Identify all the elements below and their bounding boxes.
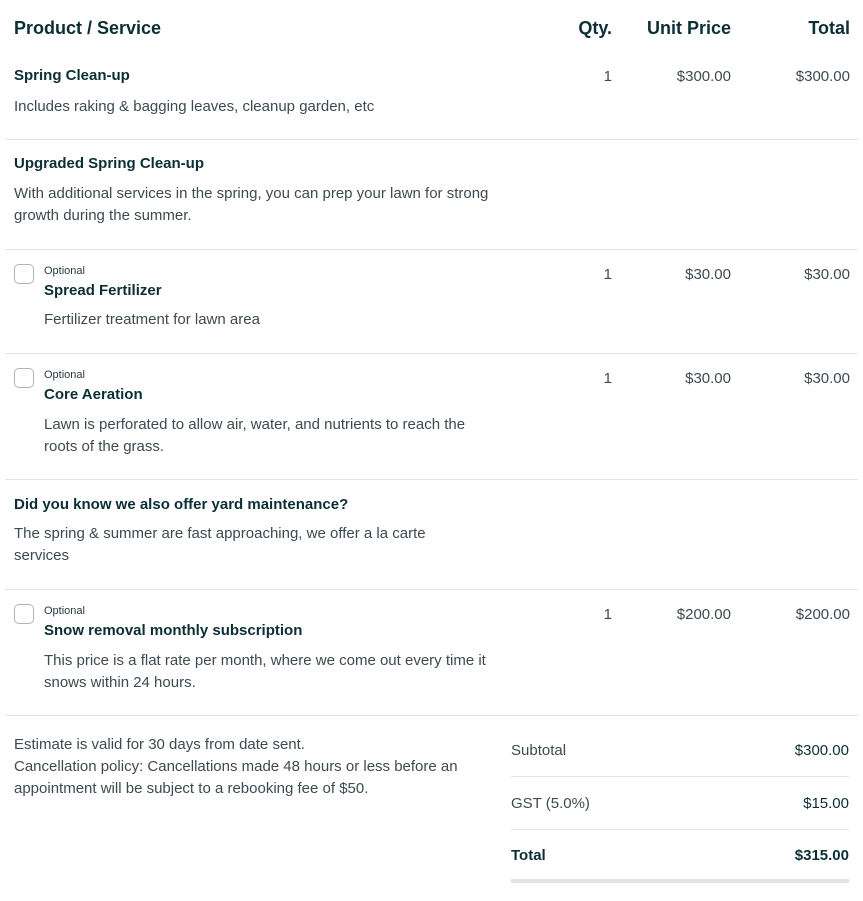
divider: [5, 139, 858, 140]
tax-label: GST (5.0%): [511, 795, 590, 812]
line-item-description: Fertilizer treatment for lawn area: [44, 311, 260, 328]
line-item-title: Snow removal monthly subscription: [44, 622, 303, 639]
optional-item-checkbox[interactable]: [14, 604, 34, 624]
subtotal-value: $300.00: [794, 742, 849, 759]
divider: [5, 249, 858, 250]
line-item-description: Includes raking & bagging leaves, cleanup garden, etc: [14, 98, 375, 115]
subtotal-row: [511, 724, 849, 777]
tax-row: [511, 777, 849, 830]
line-item-total: $200.00: [795, 606, 850, 623]
line-item-unit-price: $30.00: [685, 370, 731, 387]
optional-item-checkbox[interactable]: [14, 264, 34, 284]
total-header: Total: [808, 18, 850, 38]
line-item-qty: 1: [603, 266, 612, 283]
total-row: [511, 830, 849, 883]
tax-value: $15.00: [803, 795, 849, 812]
line-item-unit-price: $30.00: [685, 266, 731, 283]
optional-label: Optional: [44, 369, 85, 381]
optional-item-checkbox[interactable]: [14, 368, 34, 388]
line-item-title: Spread Fertilizer: [44, 282, 162, 299]
line-item-title: Core Aeration: [44, 386, 143, 403]
divider: [5, 479, 858, 480]
section-title: Upgraded Spring Clean-up: [14, 155, 205, 172]
estimate-notes: [14, 734, 504, 800]
optional-label: Optional: [44, 605, 85, 617]
qty-header: Qty.: [578, 18, 612, 38]
line-item-description: This price is a flat rate per month, where we come out every time it snows within 24 hours.: [44, 652, 486, 691]
unit-price-header: Unit Price: [646, 18, 731, 38]
section-description: With additional services in the spring, you can prep your lawn for strong growth during the summer.: [14, 185, 489, 224]
line-item-qty: 1: [603, 606, 612, 623]
line-item-unit-price: $200.00: [676, 606, 731, 623]
totals-summary: [511, 724, 849, 883]
total-value: $315.00: [794, 847, 849, 864]
line-item-total: $30.00: [804, 370, 850, 387]
line-item-unit-price: $300.00: [676, 68, 731, 85]
divider: [5, 715, 858, 716]
line-item-description: Lawn is perforated to allow air, water, and nutrients to reach the roots of the grass.: [44, 416, 466, 455]
line-item-total: $300.00: [795, 68, 850, 85]
line-item-qty: 1: [603, 68, 612, 85]
validity-note: Estimate is valid for 30 days from date sent.: [14, 736, 305, 753]
line-item-total: $30.00: [804, 266, 850, 283]
line-item-qty: 1: [603, 370, 612, 387]
section-description: The spring & summer are fast approaching, we offer a la carte services: [14, 525, 426, 564]
total-label: Total: [511, 847, 546, 864]
divider: [5, 589, 858, 590]
section-title: Did you know we also offer yard maintenance?: [14, 496, 349, 513]
optional-label: Optional: [44, 265, 85, 277]
divider: [5, 353, 858, 354]
cancellation-policy: Cancellation policy: Cancellations made 48 hours or less before an appointment will be subject to a rebooking fee of $50.: [14, 758, 458, 797]
product-service-header: Product / Service: [14, 18, 162, 38]
table-header: [0, 0, 863, 60]
subtotal-label: Subtotal: [511, 742, 567, 759]
line-item-title: Spring Clean-up: [14, 67, 130, 84]
